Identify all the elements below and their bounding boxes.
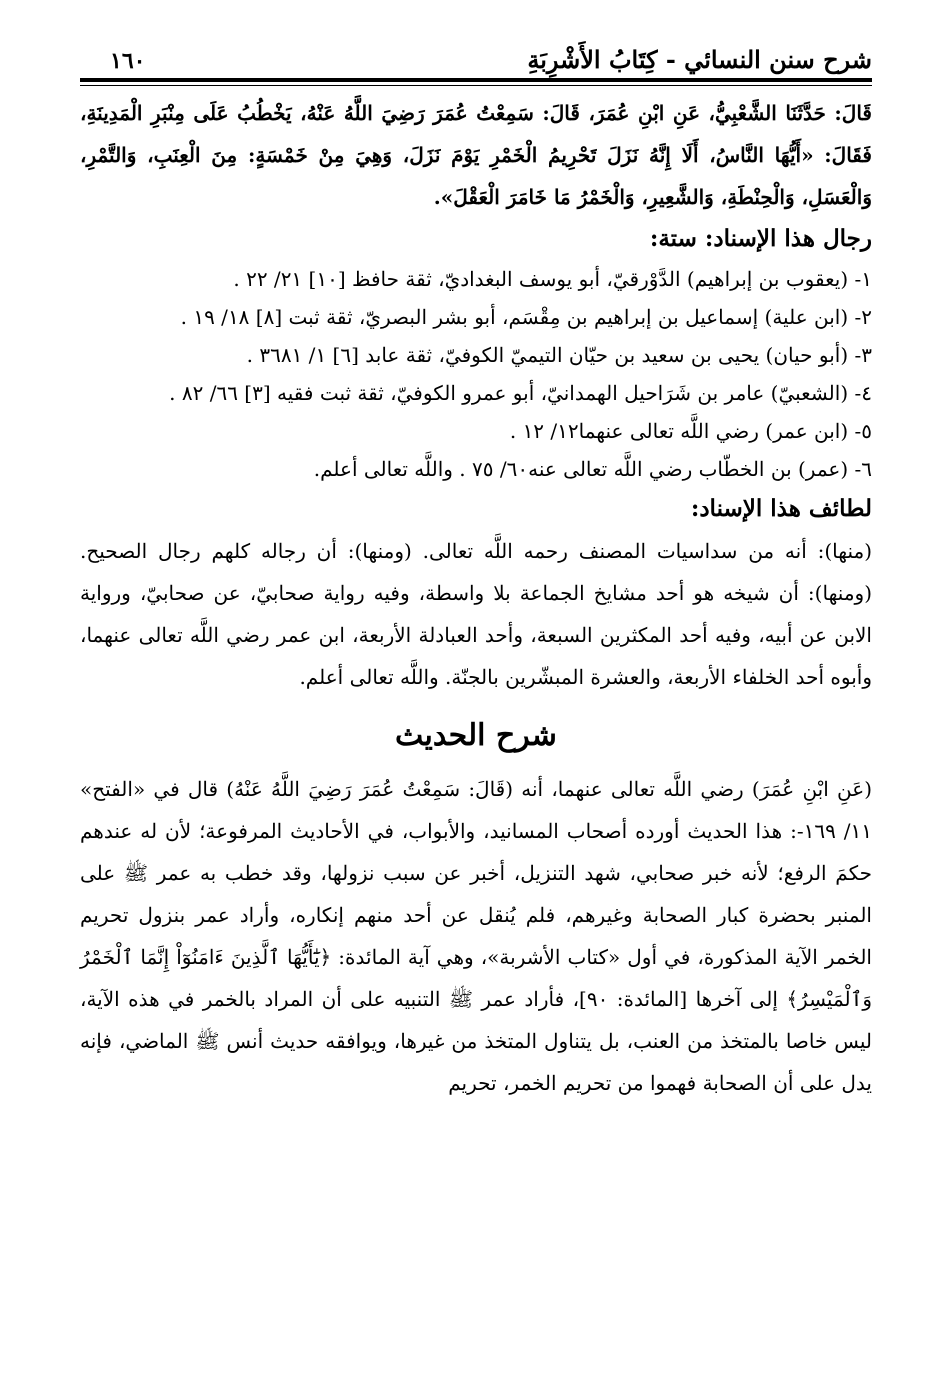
page-number: ١٦٠ — [110, 48, 146, 74]
subtleties-text: (منها): أنه من سداسيات المصنف رحمه اللَّه تعالى. (ومنها): أن رجاله كلهم رجال الصحيح. (ومنها): أن شيخه هو أحد مشايخ الجماعة بلا واسطة، وفيه رواية صحابيّ، عن صحابيّ، ورواية الابن عن أبيه، وفيه أحد المكثرين السبعة، وأحد العبادلة الأربعة، ابن عمر رضي اللَّه تعالى عنهما، وأبوه أحد الخلفاء الأربعة، والعشرة المبشّرين بالجنّة. واللَّه تعالى أعلم. — [80, 539, 872, 689]
header-rule-thin — [80, 85, 872, 86]
narrator-item: ٣- (أبو حيان) يحيى بن سعيد بن حيّان التيميّ الكوفيّ، ثقة عابد [٦] ١/ ٣٦٨١ . — [246, 343, 872, 367]
narrator-item: ٥- (ابن عمر) رضي اللَّه تعالى عنهما١٢/ ١٢ . — [509, 419, 872, 443]
hadith-text: قَالَ: حَدَّثَنَا الشَّعْبِيُّ، عَنِ ابْنِ عُمَرَ، قَالَ: سَمِعْتُ عُمَرَ رَضِيَ اللَّهُ عَنْهُ، يَخْطُبُ عَلَى مِنْبَرِ الْمَدِينَةِ، فَقَالَ: «أَيُّهَا النَّاسُ، أَلَا إِنَّهُ نَزَلَ تَحْرِيمُ الْخَمْرِ يَوْمَ نَزَلَ، وَهِيَ مِنْ خَمْسَةٍ: مِنَ الْعِنَبِ، وَالتَّمْرِ، وَالْعَسَلِ، وَالْحِنْطَةِ، وَالشَّعِيرِ، وَالْخَمْرُ مَا خَامَرَ الْعَقْلَ». — [80, 101, 872, 209]
narrators-list — [80, 260, 872, 488]
narrator-item: ٤- (الشعبيّ) عامر بن شَرَاحيل الهمدانيّ، أبو عمرو الكوفيّ، ثقة ثبت فقيه [٣] ٦٦/ ٨٢ . — [169, 381, 872, 405]
narrators-heading: رجال هذا الإسناد: ستة: — [649, 225, 872, 252]
narrator-item: ١- (يعقوب بن إبراهيم) الدَّوْرقيّ، أبو يوسف البغداديّ، ثقة حافظ [١٠] ٢١/ ٢٢ . — [233, 267, 872, 291]
page-header — [80, 38, 872, 74]
commentary-text: (عَنِ ابْنِ عُمَرَ) رضي اللَّه تعالى عنهما، أنه (قَالَ: سَمِعْتُ عُمَرَ رَضِيَ اللَّهُ عَنْهُ) قال في «الفتح» ١١/ ١٦٩-: هذا الحديث أورده أصحاب المسانيد، والأبواب، في الأحاديث المرفوعة؛ لأن له عندهم حكمَ الرفع؛ لأنه خبر صحابي، شهد التنزيل، أخبر عن سبب نزولها، وقد خطب به عمر ﷺ على المنبر بحضرة كبار الصحابة وغيرهم، فلم يُنقل عن أحد منهم إنكاره، وأراد عمر بنزول تحريم الخمر الآية المذكورة، في أول «كتاب الأشربة»، وهي آية المائدة: ﴿يَٰٓأَيُّهَا ٱلَّذِينَ ءَامَنُوٓاْ إِنَّمَا ٱلْخَمْرُ وَٱلْمَيْسِرُ﴾ إلى آخرها [المائدة: ٩٠]، فأراد عمر ﷺ التنبيه على أن المراد بالخمر في هذه الآية، ليس خاصا بالمتخذ من العنب، بل يتناول المتخذ من غيرها، ويوافقه حديث أنس ﷺ الماضي، فإنه يدل على أن الصحابة فهموا من تحريم الخمر، تحريم — [80, 777, 873, 1095]
running-title: شرح سنن النسائي - كِتَابُ الأَشْرِبَةِ — [527, 45, 872, 74]
header-rule-thick — [80, 78, 872, 82]
subtleties-heading: لطائف هذا الإسناد: — [690, 495, 872, 522]
narrator-item: ٢- (ابن علية) إسماعيل بن إبراهيم بن مِقْسَم، أبو بشر البصريّ، ثقة ثبت [٨] ١٨/ ١٩ . — [180, 305, 872, 329]
narrator-item: ٦- (عمر) بن الخطّاب رضي اللَّه تعالى عنه٦٠/ ٧٥ . واللَّه تعالى أعلم. — [313, 457, 872, 481]
commentary-title: شرح الحديث — [395, 718, 557, 753]
book-page — [80, 38, 872, 1104]
